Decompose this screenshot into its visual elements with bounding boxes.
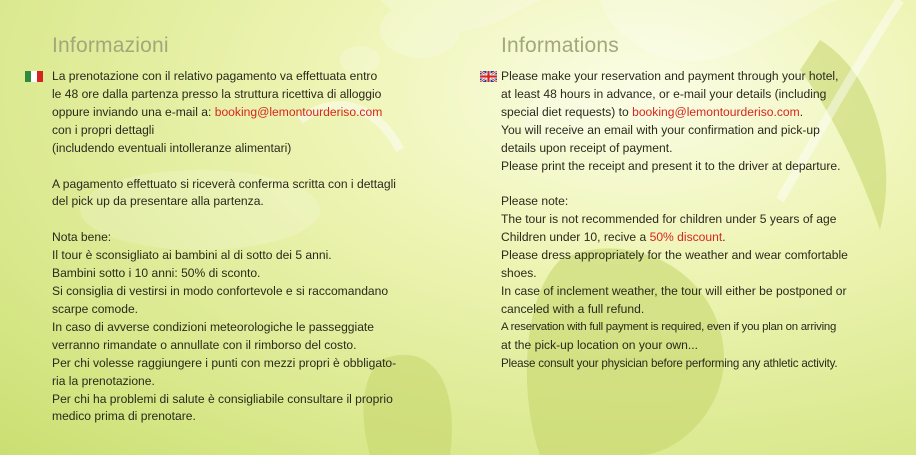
english-note-4-line-2: canceled with a full refund.: [501, 301, 645, 316]
italian-note-2: Bambini sotto i 10 anni: 50% di sconto.: [52, 266, 261, 281]
english-booking-line-4: You will receive an email with your confirmation and pick-up: [501, 122, 820, 137]
italian-title: Informazioni: [52, 34, 169, 57]
english-column: [501, 34, 881, 373]
english-note-heading: Please note:: [501, 194, 569, 209]
english-email-period: .: [799, 104, 804, 119]
italian-booking-line-2: le 48 ore dalla partenza presso la struttura ricettiva di alloggio: [52, 86, 382, 101]
italian-note-5-line-2: ria la prenotazione.: [52, 373, 155, 388]
english-note-6: Please consult your physician before performing any athletic activity.: [501, 356, 838, 370]
english-email-link[interactable]: booking@lemontourderiso.com: [632, 104, 800, 119]
english-note-3-line-2: shoes.: [501, 266, 537, 281]
english-body: [501, 68, 881, 373]
italian-booking-line-5: (includendo eventuali intolleranze alimentari): [52, 140, 292, 155]
italian-email-prefix: oppure inviando una e-mail a:: [52, 104, 212, 119]
italian-note-3-line-2: scarpe comode.: [52, 301, 139, 316]
english-note-2: [501, 229, 881, 247]
uk-flag-icon: [480, 71, 497, 82]
italian-note-4-line-2: verranno rimandate o annullate con il rimborso del costo.: [52, 337, 357, 352]
italian-note-5-line-1: Per chi volesse raggiungere i punti con mezzi propri è obbligato-: [52, 355, 397, 370]
italian-payment-line-1: A pagamento effettuato si riceverà conferma scritta con i dettagli: [52, 176, 396, 191]
english-booking-line-1: Please make your reservation and payment through your hotel,: [501, 69, 839, 83]
italian-booking-line-3: [52, 104, 442, 122]
english-booking-line-3: [501, 104, 881, 122]
english-discount-period: .: [722, 230, 726, 245]
italy-flag-icon: [25, 71, 43, 82]
english-note-4-line-1: In case of inclement weather, the tour will either be postponed or: [501, 283, 847, 298]
italian-note-6-line-1: Per chi ha problemi di salute è consigliabile consultare il proprio: [52, 391, 393, 406]
english-discount-highlight: 50% discount: [649, 230, 723, 245]
italian-note-4-line-1: In caso di avverse condizioni meteorologiche le passeggiate: [52, 319, 375, 334]
italian-column: [52, 34, 442, 426]
english-discount-prefix: Children under 10, recive a: [501, 230, 647, 245]
english-note-3-line-1: Please dress appropriately for the weather and wear comfortable: [501, 248, 848, 263]
italian-note-3-line-1: Si consiglia di vestirsi in modo confortevole e si raccomandano: [52, 284, 389, 299]
english-email-prefix: special diet requests) to: [501, 104, 629, 119]
english-title: Informations: [501, 34, 619, 57]
english-booking-line-2: at least 48 hours in advance, or e-mail your details (including: [501, 86, 827, 101]
english-booking-line-6: Please print the receipt and present it to the driver at departure.: [501, 158, 841, 173]
italian-payment-line-2: del pick up da presentare alla partenza.: [52, 194, 264, 209]
italian-body: [52, 68, 442, 426]
english-booking-line-5: details upon receipt of payment.: [501, 140, 673, 155]
italian-note-6-line-2: medico prima di prenotare.: [52, 409, 196, 424]
english-note-5-line-1: A reservation with full payment is required, even if you plan on arriving: [501, 320, 837, 333]
italian-booking-line-4: con i propri dettagli: [52, 122, 155, 137]
italian-booking-line-1: La prenotazione con il relativo pagamento va effettuata entro: [52, 69, 378, 83]
italian-note-1: Il tour è sconsigliato ai bambini al di sotto dei 5 anni.: [52, 248, 332, 263]
italian-email-link[interactable]: booking@lemontourderiso.com: [214, 104, 383, 119]
english-note-5-line-2: at the pick-up location on your own...: [501, 337, 698, 352]
italian-note-heading: Nota bene:: [52, 230, 112, 245]
english-note-1: The tour is not recommended for children under 5 years of age: [501, 212, 837, 227]
